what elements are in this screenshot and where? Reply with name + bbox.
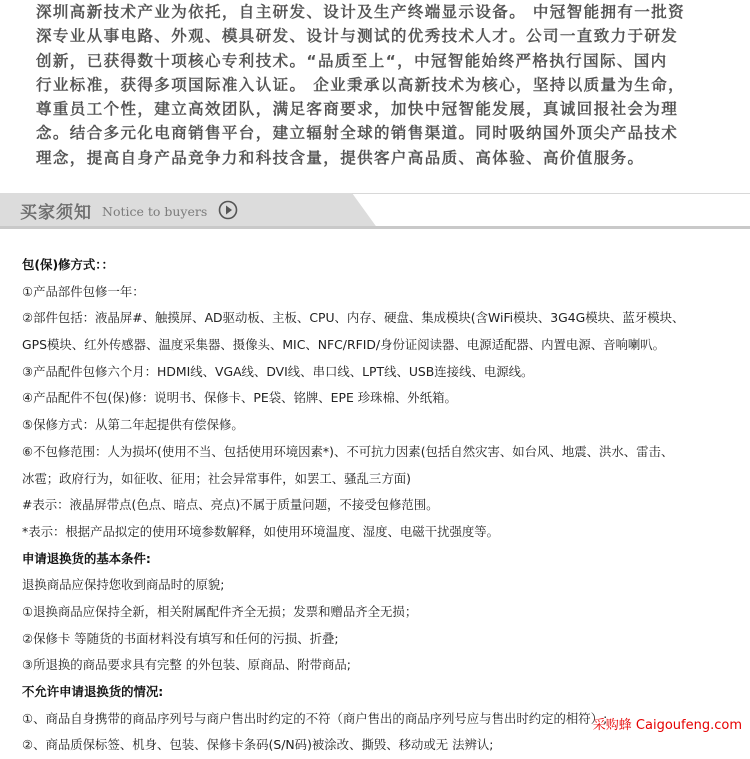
terms-line: ④产品配件不包(保)修：说明书、保修卡、PE袋、铭牌、EPE 珍珠棉、外纸箱。 <box>22 390 457 406</box>
terms-line: ②部件包括：液晶屏#、触摸屏、AD驱动板、主板、CPU、内存、硬盘、集成模块(含WiFi模块、3G4G模块、蓝牙模块、 <box>22 310 685 326</box>
intro-line: 行业标准，获得多项国际准入认证。 企业秉承以高新技术为核心，坚持以质量为生命， <box>36 75 685 94</box>
terms-line: ③所退换的商品要求具有完整 的外包装、原商品、附带商品; <box>22 657 351 673</box>
section-heading: 包(保)修方式：： <box>22 257 114 272</box>
terms-line: ⑤保修方式：从第二年起提供有偿保修。 <box>22 417 244 433</box>
notice-banner <box>0 193 750 229</box>
intro-line: 创新，已获得数十项核心专利技术。“品质至上“，中冠智能始终严格执行国际、国内 <box>36 51 668 70</box>
intro-line: 理念，提高自身产品竞争力和科技含量，提供客户高品质、高体验、高价值服务。 <box>36 148 645 167</box>
section-heading: 申请退换货的基本条件: <box>22 550 151 566</box>
play-circle-icon[interactable] <box>218 200 238 220</box>
banner-subtitle: Notice to buyers <box>102 204 208 219</box>
terms-line: ②保修卡 等随货的书面材料没有填写和任何的污损、折叠; <box>22 630 339 646</box>
terms-line: ⑥不包修范围：人为损坏(使用不当、包括使用环境因素*)、不可抗力因素(包括自然灾害、如台风、地震、洪水、雷击、 <box>22 443 674 459</box>
intro-line: 尊重员工个性，建立高效团队，满足客商要求，加快中冠智能发展，真诚回报社会为理 <box>36 100 679 119</box>
watermark: 采购蜂 Caigoufeng.com <box>592 718 742 733</box>
intro-line: 深圳高新技术产业为依托，自主研发、设计及生产终端显示设备。 中冠智能拥有一批资 <box>36 3 685 21</box>
terms-line: ①产品部件包修一年： <box>22 283 145 299</box>
terms-line: ①退换商品应保持全新，相关附属配件齐全无损；发票和赠品齐全无损； <box>22 603 418 619</box>
company-intro <box>36 0 726 170</box>
intro-line: 深专业从事电路、外观、模具研发、设计与测试的优秀技术人才。公司一直致力于研发 <box>36 27 679 46</box>
terms-line: 冰雹；政府行为，如征收、征用；社会异常事件，如罢工、骚乱三方面) <box>22 470 411 486</box>
terms-line: 退换商品应保持您收到商品时的原貌; <box>22 577 225 593</box>
terms-line: ②、商品质保标签、机身、包装、保修卡条码(S/N码)被涂改、撕毁、移动或无 法辨认; <box>22 737 494 753</box>
terms-line: *表示：根据产品拟定的使用环境参数解释，如使用环境温度、湿度、电磁干扰强度等。 <box>22 523 500 539</box>
terms-line: GPS模块、红外传感器、温度采集器、摄像头、MIC、NFC/RFID/身份证阅读器、电源适配器、内置电源、音响喇叭。 <box>22 337 666 353</box>
intro-line: 念。结合多元化电商销售平台，建立辐射全球的销售渠道。同时吸纳国外顶尖产品技术 <box>36 124 679 143</box>
terms-line: ③产品配件包修六个月：HDMI线、VGA线、DVI线、串口线、LPT线、USB连接线、电源线。 <box>22 363 534 379</box>
terms-line: ①、商品自身携带的商品序列号与商户售出时约定的不符（商户售出的商品序列号应与售出时约定的相符）; <box>22 710 608 726</box>
warranty-terms <box>22 252 742 759</box>
section-heading: 不允许申请退换货的情况: <box>22 684 164 699</box>
banner-title: 买家须知 <box>20 203 92 223</box>
terms-line: #表示：液晶屏带点(色点、暗点、亮点)不属于质量问题，不接受包修范围。 <box>22 497 439 513</box>
